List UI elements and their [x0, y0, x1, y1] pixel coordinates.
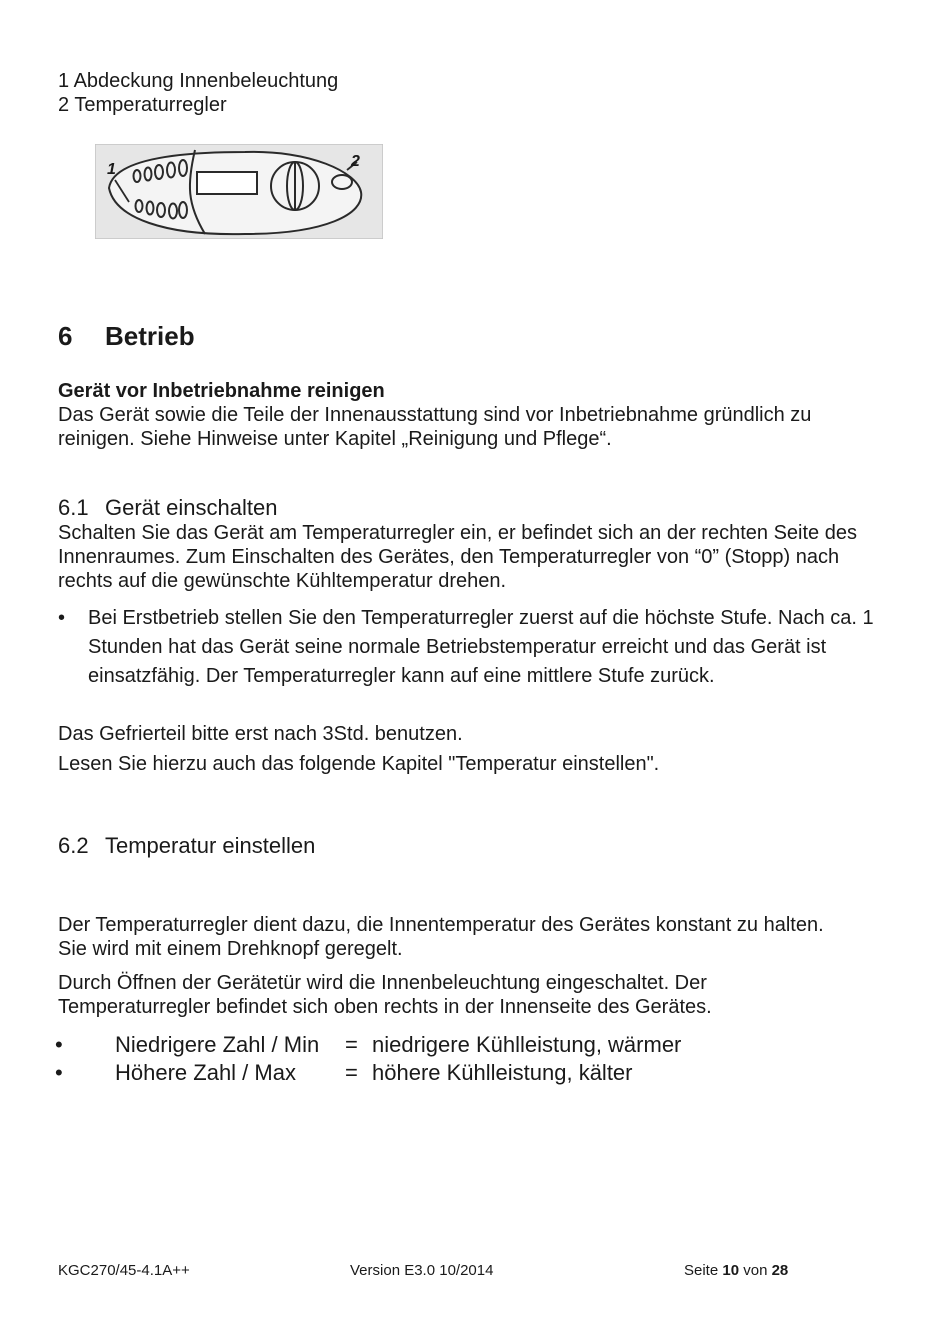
setting-max-effect: höhere Kühlleistung, kälter [372, 1060, 633, 1085]
section-6-title: Betrieb [105, 321, 195, 351]
footer-page-mid: von [743, 1262, 768, 1279]
section-6-heading [58, 321, 195, 352]
switch-on-paragraph: Schalten Sie das Gerät am Temperaturregler ein, er befindet sich an der rechten Seite des Innenraumes. Zum Einschalten des Gerätes, den Temperaturregler von “0” (Stopp) nach rechts auf die gewünschte Kühltemperatur drehen. [58, 522, 857, 592]
figure-label-1: 1 [107, 161, 116, 178]
setting-max-label: Höhere Zahl / Max [115, 1060, 296, 1085]
first-use-bullet-text: Bei Erstbetrieb stellen Sie den Temperaturregler zuerst auf die höchste Stufe. Nach ca. 1 Stunden hat das Gerät seine normale Betriebstemperatur erreicht und das Gerät ist einsatzfähig. Der Temperaturregler kann auf eine mittlere Stufe zurück. [88, 607, 874, 687]
section-6-2-number: 6.2 [58, 833, 89, 858]
footer-page-prefix: Seite [684, 1262, 719, 1279]
control-panel-sketch [95, 144, 383, 239]
list-item: • [55, 1060, 63, 1085]
legend-item-1: 1 Abdeckung Innenbeleuchtung [58, 70, 339, 92]
section-6-2-heading [58, 833, 315, 859]
section-6-2-title: Temperatur einstellen [105, 833, 316, 858]
footer-page-total: 28 [771, 1262, 789, 1279]
read-more-note: Lesen Sie hierzu auch das folgende Kapitel "Temperatur einstellen". [58, 753, 660, 775]
setting-min-effect: niedrigere Kühlleistung, wärmer [372, 1032, 682, 1057]
legend-item-2: 2 Temperaturregler [58, 94, 227, 116]
bullet-icon: • [58, 607, 66, 629]
section-6-1-title: Gerät einschalten [105, 495, 278, 520]
section-6-number: 6 [58, 321, 73, 351]
footer-page-number [684, 1262, 788, 1279]
setting-min-equals: = [345, 1032, 358, 1057]
footer-model: KGC270/45-4.1A++ [58, 1262, 190, 1279]
section-6-1-heading [58, 495, 277, 521]
door-light-paragraph: Durch Öffnen der Gerätetür wird die Innenbeleuchtung eingeschaltet. Der Temperaturregler befindet sich oben rechts in der Innenseite des Gerätes. [58, 972, 712, 1018]
control-panel-figure [95, 144, 383, 239]
footer-page-current: 10 [722, 1262, 740, 1279]
cleaning-paragraph: Das Gerät sowie die Teile der Innenausstattung sind vor Inbetriebnahme gründlich zu reinigen. Siehe Hinweise unter Kapitel „Reinigung und Pflege“. [58, 404, 812, 450]
cleaning-subheading: Gerät vor Inbetriebnahme reinigen [58, 380, 385, 402]
first-use-bullet [58, 604, 888, 691]
figure-label-2: 2 [351, 153, 360, 170]
setting-min-label: Niedrigere Zahl / Min [115, 1032, 320, 1057]
list-item: • [55, 1032, 63, 1057]
section-6-1-number: 6.1 [58, 495, 89, 520]
setting-max-equals: = [345, 1060, 358, 1085]
footer-version: Version E3.0 10/2014 [350, 1262, 494, 1279]
thermostat-paragraph: Der Temperaturregler dient dazu, die Innentemperatur des Gerätes konstant zu halten. Sie wird mit einem Drehknopf geregelt. [58, 914, 824, 960]
freezer-note: Das Gefrierteil bitte erst nach 3Std. benutzen. [58, 723, 463, 745]
